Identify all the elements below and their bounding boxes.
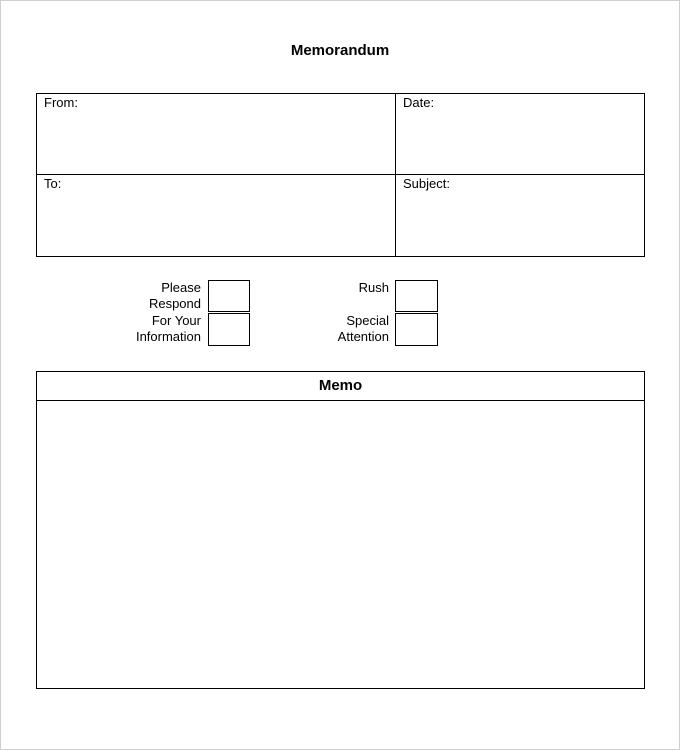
rush-checkbox[interactable] — [395, 280, 438, 312]
for-your-information-label — [110, 313, 201, 345]
please-respond-checkbox[interactable] — [208, 280, 250, 312]
memo-body-field[interactable] — [37, 401, 644, 688]
for-your-information-label-line2: Information — [135, 329, 201, 344]
please-respond-label-line1: Please — [161, 280, 201, 295]
from-label: From: — [44, 95, 78, 110]
to-field[interactable] — [37, 175, 396, 256]
special-attention-label — [300, 313, 389, 345]
special-attention-checkbox[interactable] — [395, 313, 438, 346]
special-attention-label-line1: Special — [346, 313, 389, 328]
please-respond-label-line2: Respond — [148, 296, 201, 311]
from-field[interactable] — [37, 94, 396, 175]
document-title: Memorandum — [290, 42, 390, 59]
memo-heading: Memo — [37, 372, 644, 401]
subject-field[interactable] — [396, 175, 644, 256]
subject-label: Subject: — [403, 176, 450, 191]
rush-label — [300, 280, 389, 296]
date-label: Date: — [403, 95, 435, 110]
for-your-information-label-line1: For Your — [151, 313, 201, 328]
memo-section — [36, 371, 645, 689]
date-field[interactable] — [396, 94, 644, 175]
please-respond-label — [110, 280, 201, 312]
special-attention-label-line2: Attention — [337, 329, 389, 344]
rush-label-line1: Rush — [358, 280, 389, 295]
for-your-information-checkbox[interactable] — [208, 313, 250, 346]
header-fields-table — [36, 93, 645, 257]
to-label: To: — [44, 176, 62, 191]
